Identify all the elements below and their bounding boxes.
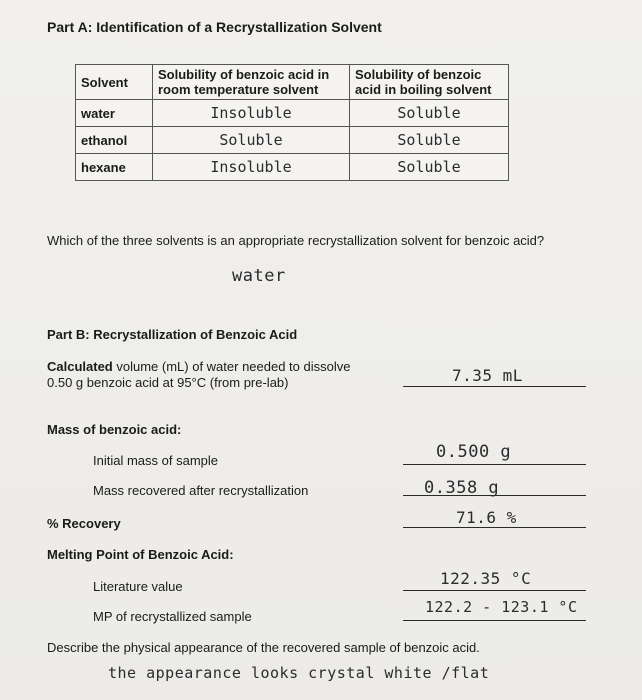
mp-sample-value: 122.2 - 123.1 °C bbox=[425, 598, 578, 616]
solvent-cell: ethanol bbox=[76, 127, 153, 154]
boiling-solubility-cell: Soluble bbox=[350, 100, 509, 127]
room-solubility-cell: Insoluble bbox=[153, 154, 350, 181]
mp-sample-label: MP of recrystallized sample bbox=[93, 609, 252, 624]
room-solubility-cell: Insoluble bbox=[153, 100, 350, 127]
calc-label-line2: 0.50 g benzoic acid at 95°C (from pre-lab) bbox=[47, 375, 289, 390]
recovery-label: % Recovery bbox=[47, 516, 121, 531]
answer-line bbox=[403, 590, 586, 591]
calc-volume-value: 7.35 mL bbox=[452, 366, 523, 385]
calc-volume-label bbox=[47, 359, 350, 391]
solvent-cell: hexane bbox=[76, 154, 153, 181]
table-row bbox=[76, 100, 509, 127]
calc-label-rest: volume (mL) of water needed to dissolve bbox=[112, 359, 351, 374]
solvent-answer: water bbox=[232, 266, 286, 286]
initial-mass-value: 0.500 g bbox=[436, 442, 512, 462]
header-solvent: Solvent bbox=[76, 65, 153, 100]
header-room-temp: Solubility of benzoic acid in room temperature solvent bbox=[153, 65, 350, 100]
room-solubility-cell: Soluble bbox=[153, 127, 350, 154]
part-b-title: Part B: Recrystallization of Benzoic Acid bbox=[47, 327, 298, 342]
literature-label: Literature value bbox=[93, 579, 183, 594]
recovered-mass-value: 0.358 g bbox=[424, 478, 500, 498]
answer-line bbox=[403, 464, 586, 465]
answer-line bbox=[403, 386, 586, 387]
mp-heading: Melting Point of Benzoic Acid: bbox=[47, 547, 234, 562]
describe-question: Describe the physical appearance of the recovered sample of benzoic acid. bbox=[47, 640, 480, 655]
answer-line bbox=[403, 527, 586, 528]
header-boiling: Solubility of benzoic acid in boiling solvent bbox=[350, 65, 509, 100]
recovered-mass-label: Mass recovered after recrystallization bbox=[93, 483, 309, 498]
calc-label-bold: Calculated bbox=[47, 359, 113, 374]
part-a-title: Part A: Identification of a Recrystallization Solvent bbox=[47, 19, 382, 35]
recovery-value: 71.6 % bbox=[456, 508, 517, 527]
initial-mass-label: Initial mass of sample bbox=[93, 453, 218, 468]
literature-value: 122.35 °C bbox=[440, 569, 532, 588]
describe-answer: the appearance looks crystal white /flat bbox=[108, 664, 490, 682]
solvent-cell: water bbox=[76, 100, 153, 127]
mass-heading: Mass of benzoic acid: bbox=[47, 422, 182, 437]
answer-line bbox=[403, 620, 586, 621]
solvent-question: Which of the three solvents is an appropriate recrystallization solvent for benzoic acid? bbox=[47, 233, 545, 248]
answer-line bbox=[403, 495, 586, 496]
table-row bbox=[76, 154, 509, 181]
solubility-table bbox=[75, 64, 509, 181]
table-row bbox=[76, 127, 509, 154]
boiling-solubility-cell: Soluble bbox=[350, 127, 509, 154]
table-header-row bbox=[76, 65, 509, 100]
boiling-solubility-cell: Soluble bbox=[350, 154, 509, 181]
